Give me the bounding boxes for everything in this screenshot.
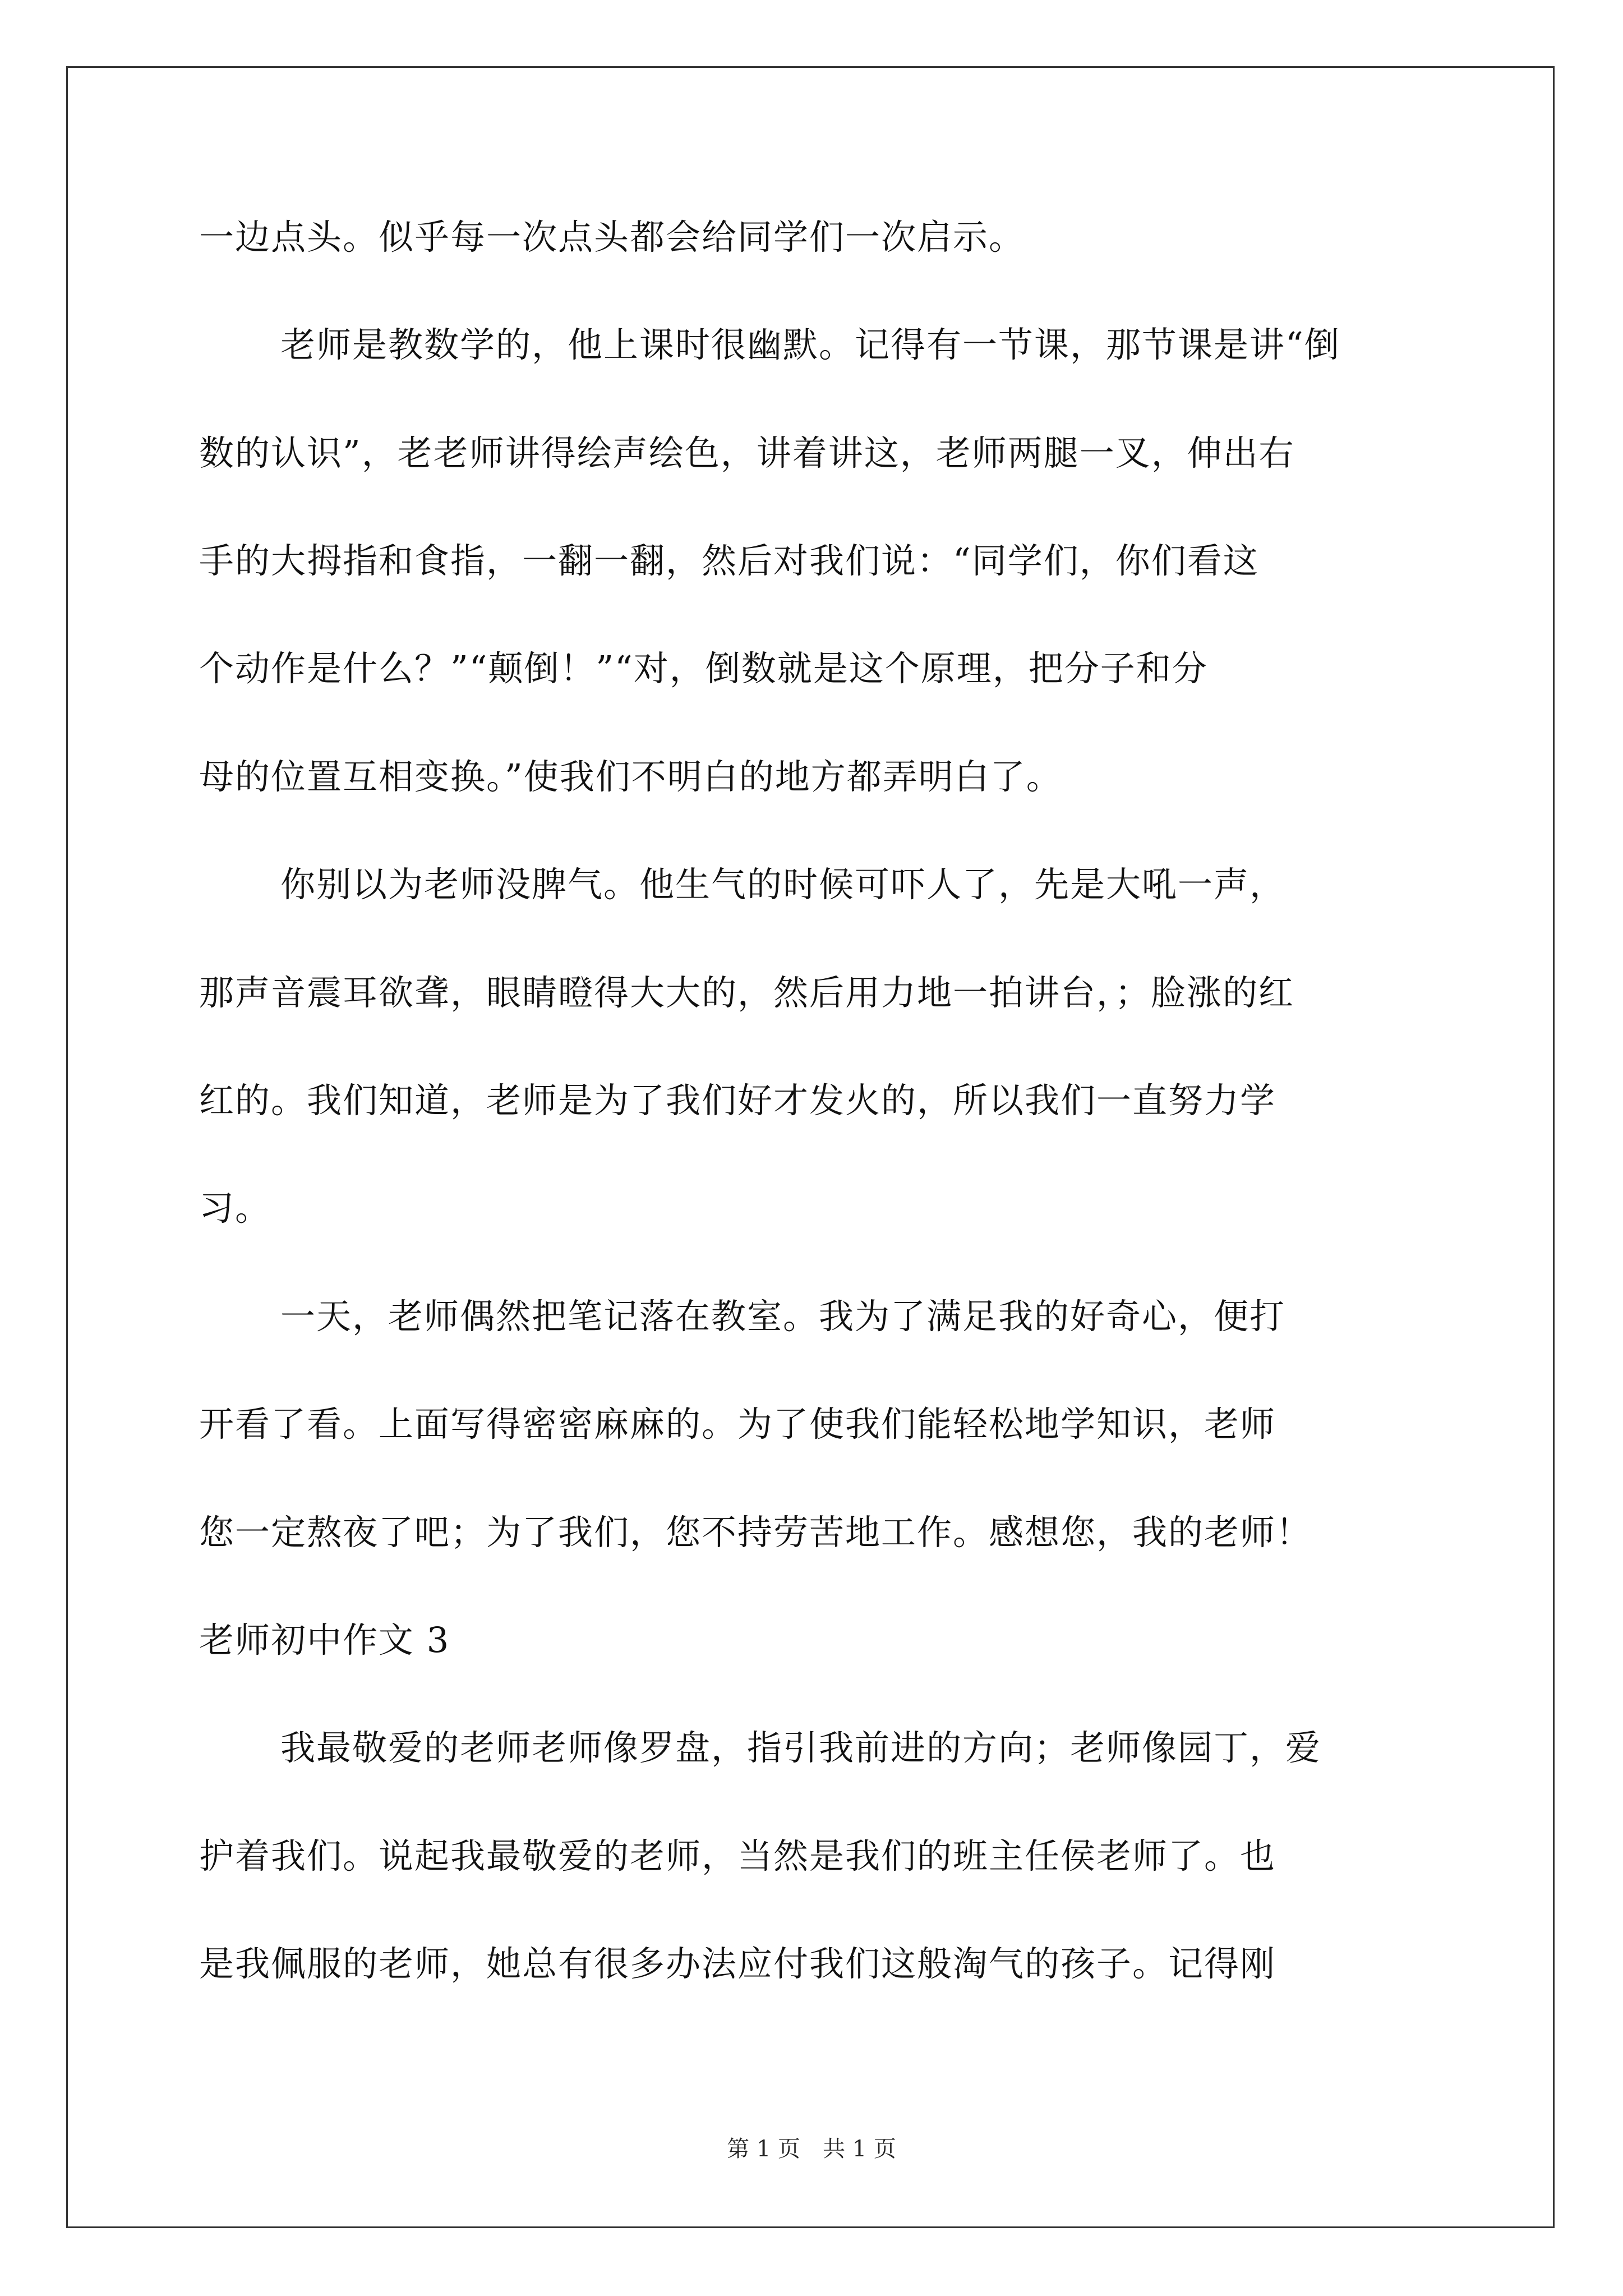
text-line-9: 红的。我们知道，老师是为了我们好才发火的，所以我们一直努力学 <box>199 1080 1276 1121</box>
text-line-17: 是我佩服的老师，她总有很多办法应付我们这般淘气的孩子。记得刚 <box>199 1943 1276 1984</box>
page-border <box>66 66 1555 2228</box>
text-line-1: 一边点头。似乎每一次点头都会给同学们一次启示。 <box>199 217 1025 257</box>
text-line-4: 手的大拇指和食指，一翻一翻，然后对我们说：“同学们，你们看这 <box>199 540 1259 581</box>
text-line-16: 护着我们。说起我最敬爱的老师，当然是我们的班主任侯老师了。也 <box>199 1835 1276 1876</box>
text-line-6: 母的位置互相变换。”使我们不明白的地方都弄明白了。 <box>199 756 1062 797</box>
section-heading: 老师初中作文 3 <box>199 1619 450 1660</box>
text-line-7: 你别以为老师没脾气。他生气的时候可吓人了，先是大吼一声， <box>280 864 1286 905</box>
text-line-11: 一天，老师偶然把笔记落在教室。我为了满足我的好奇心，便打 <box>280 1296 1286 1337</box>
text-line-13: 您一定熬夜了吧；为了我们，您不持劳苦地工作。感想您，我的老师！ <box>199 1512 1312 1553</box>
text-line-2: 老师是教数学的，他上课时很幽默。记得有一节课，那节课是讲“倒 <box>280 324 1340 365</box>
text-line-3: 数的认识”，老老师讲得绘声绘色，讲着讲这，老师两腿一叉，伸出右 <box>199 432 1295 473</box>
text-line-15: 我最敬爱的老师老师像罗盘，指引我前进的方向；老师像园丁，爱 <box>280 1727 1322 1768</box>
text-line-12: 开看了看。上面写得密密麻麻的。为了使我们能轻松地学知识，老师 <box>199 1404 1276 1444</box>
page-footer: 第 1 页 共 1 页 <box>727 2136 896 2162</box>
text-line-5: 个动作是什么？”“颠倒！”“对，倒数就是这个原理，把分子和分 <box>199 648 1208 689</box>
text-line-10: 习。 <box>199 1188 271 1228</box>
text-line-8: 那声音震耳欲聋，眼睛瞪得大大的，然后用力地一拍讲台，；脸涨的红 <box>199 972 1295 1013</box>
